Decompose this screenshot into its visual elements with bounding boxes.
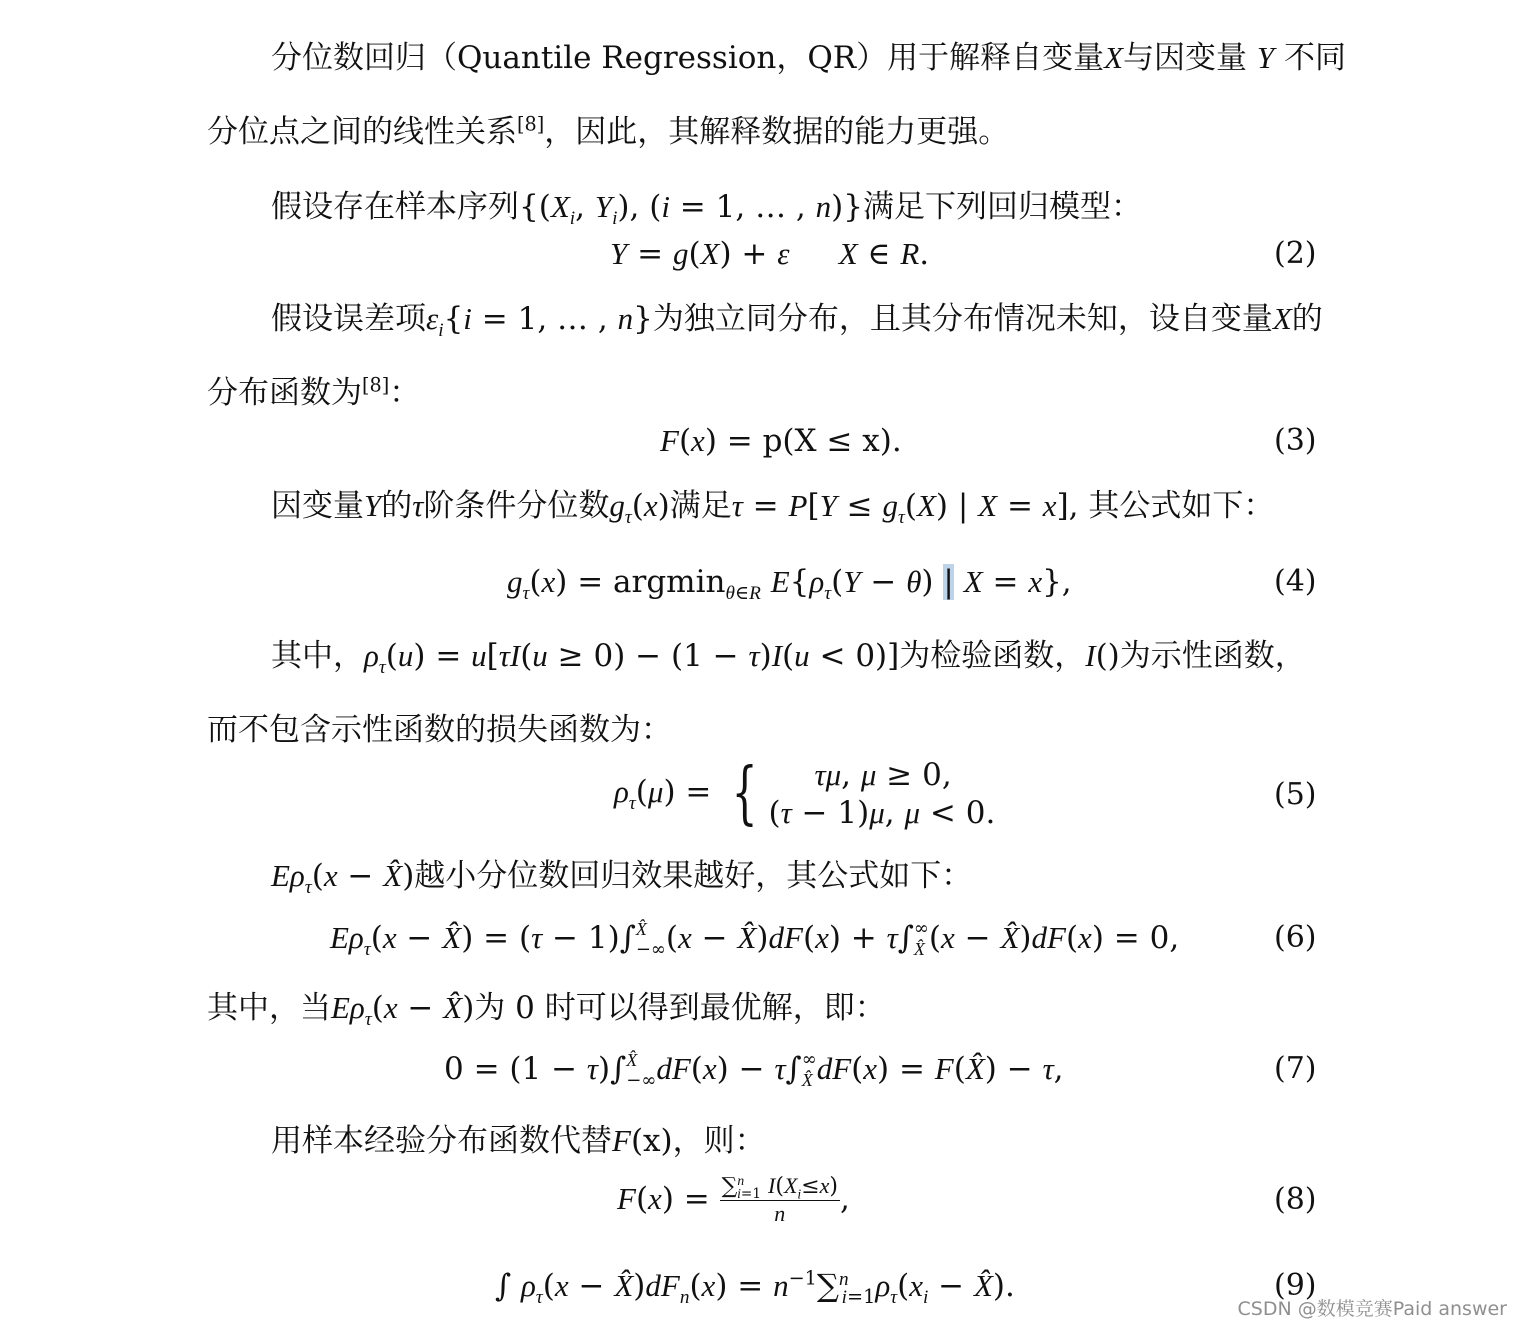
paragraph-5-line-2: 而不包含示性函数的损失函数为： xyxy=(207,712,672,748)
watermark: CSDN @数模竞赛Paid answer xyxy=(1237,1298,1507,1320)
paragraph-1-line-1: 分位数回归（Quantile Regression，QR）用于解释自变量X与因变量 Y 不同 xyxy=(271,40,1347,76)
paragraph-3-line-1: 假设误差项$\varepsilon_i\{i = 1$, … , n}为独立同分布，且其分布情况未知，设自变量X的 xyxy=(271,301,1323,342)
paragraph-6: $E\rho_\tau(x$ − X̂)越小分位数回归效果越好，其公式如下： xyxy=(271,858,973,899)
paragraph-8: 用样本经验分布函数代替F(x)，则： xyxy=(271,1123,766,1159)
equation-number-7: (7) xyxy=(1274,1051,1317,1086)
paragraph-2: 假设存在样本序列{($X_i$, $Y_i$), (i = 1, … , n)}满足下列回归模型： xyxy=(271,189,1142,230)
paragraph-3-line-2: 分布函数为[8]： xyxy=(207,373,421,411)
equation-8: F(x) = $\frac{\sum^n_{i=1} I(X_i\le x)}{n}$ , xyxy=(617,1172,850,1226)
equation-number-4: (4) xyxy=(1274,564,1317,599)
equation-6: $E\rho_\tau(x$ − X̂) = (τ − 1)∫ X̂ −∞ (x − X̂)dF(x) + τ∫ ∞ X̂ (x − X̂)dF(x) = 0, xyxy=(330,918,1180,961)
equation-number-6: (6) xyxy=(1274,920,1317,955)
paragraph-5-line-1: 其中，$\rho_\tau(u) = u[\tau I(u \ge 0) - (1 - \tau)I(u < 0)]$为检验函数，I()为示性函数， xyxy=(271,638,1306,679)
equation-number-5: (5) xyxy=(1274,777,1317,812)
equation-5: $\rho_\tau(\mu)$ = { τμ, μ ≥ 0, (τ − 1)μ, μ < 0. xyxy=(614,753,996,833)
equation-number-8: (8) xyxy=(1274,1182,1317,1217)
equation-4: $g_\tau(x) = argmin_{\theta\in R}$ $E\{\rho_\tau(Y - \theta)$ | X = x}, xyxy=(507,564,1072,605)
equation-7: 0 = (1 − τ)∫ X̂ −∞ dF(x) − τ∫ ∞ X̂ dF(x) = F(X̂) − τ, xyxy=(444,1049,1064,1091)
paragraph-7: 其中，当$E\rho_\tau(x$ − X̂)为 0 时可以得到最优解，即： xyxy=(207,990,886,1031)
equation-number-9: (9) xyxy=(1274,1268,1317,1303)
equation-number-2: (2) xyxy=(1274,236,1317,271)
equation-2: Y = g(X) + ε X ∈ R. xyxy=(610,236,930,272)
paragraph-4: 因变量Y的τ阶条件分位数$g_\tau(x)$满足$\tau = P[Y \le g_\tau(X)$ | X = x], 其公式如下： xyxy=(271,488,1275,529)
paragraph-1-line-2: 分位点之间的线性关系[8]，因此，其解释数据的能力更强。 xyxy=(207,112,1010,150)
equation-9: ∫ $\rho_\tau(x$ − $X̂)dF_n(x) = n^{-1}\sum^n_{i=1}\rho_\tau(x_i$ − X̂). xyxy=(495,1266,1015,1309)
equation-number-3: (3) xyxy=(1274,423,1317,458)
equation-3: F(x) = p(X ≤ x). xyxy=(660,423,902,459)
